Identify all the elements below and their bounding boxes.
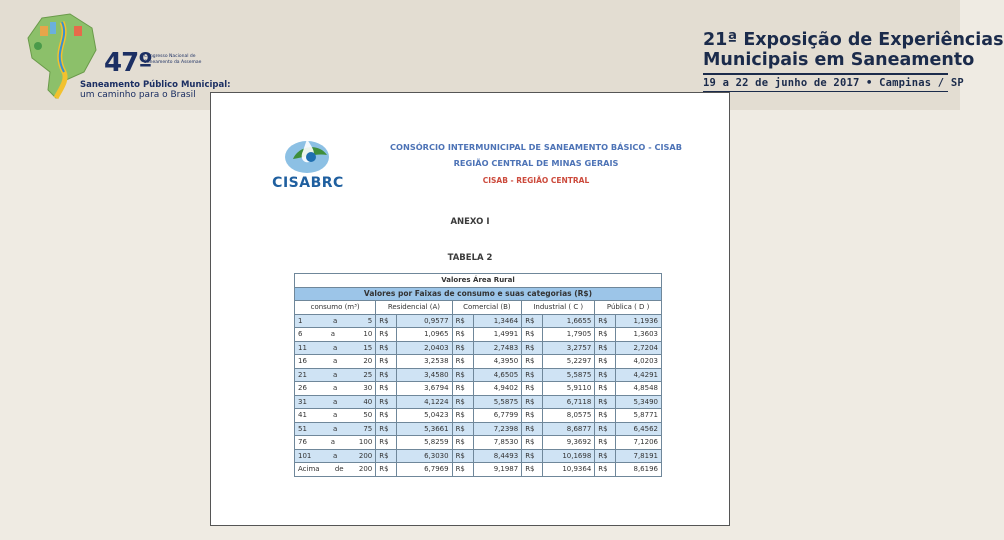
range-part: a	[330, 438, 336, 447]
currency-cell: R$	[376, 355, 397, 369]
congress-logo	[22, 10, 231, 102]
column-header: Pública ( D )	[595, 301, 662, 315]
currency-cell: R$	[452, 436, 473, 450]
tariff-value-cell: 9,3692	[543, 436, 595, 450]
consumption-range-cell	[295, 328, 376, 342]
currency-cell: R$	[376, 341, 397, 355]
table-subcaption: Valores por Faixas de consumo e suas categorias (R$)	[295, 287, 662, 301]
currency-cell: R$	[595, 436, 616, 450]
tariff-value-cell: 8,6196	[616, 463, 662, 477]
currency-cell: R$	[595, 409, 616, 423]
currency-cell: R$	[452, 449, 473, 463]
currency-cell: R$	[522, 341, 543, 355]
currency-cell: R$	[452, 409, 473, 423]
tariff-value-cell: 0,9577	[397, 314, 452, 328]
column-header: Industrial ( C )	[522, 301, 595, 315]
exposition-date-location: 19 a 22 de junho de 2017 • Campinas / SP	[703, 77, 964, 89]
range-part: 200	[358, 465, 373, 474]
consumption-range	[298, 398, 372, 406]
range-part: 5	[367, 316, 373, 325]
currency-cell: R$	[452, 355, 473, 369]
tariff-value-cell: 1,3464	[473, 314, 522, 328]
range-part: 1	[298, 316, 303, 325]
range-part: a	[332, 451, 338, 460]
currency-cell: R$	[376, 463, 397, 477]
heading-line: REGIÃO CENTRAL DE MINAS GERAIS	[453, 158, 619, 168]
currency-cell: R$	[452, 314, 473, 328]
consumption-range-cell	[295, 395, 376, 409]
table-row	[295, 422, 662, 436]
tariff-value-cell: 8,4493	[473, 449, 522, 463]
exposition-title-block	[703, 30, 1004, 92]
cisab-logo-text: CISABRC	[272, 175, 344, 191]
congress-number: 47º	[104, 48, 152, 78]
heading-line: CONSÓRCIO INTERMUNICIPAL DE SANEAMENTO BÁSICO - CISAB	[390, 142, 682, 152]
currency-cell: R$	[595, 355, 616, 369]
currency-cell: R$	[522, 382, 543, 396]
consumption-range	[298, 317, 372, 325]
tariff-value-cell: 8,6877	[543, 422, 595, 436]
tariff-value-cell: 2,7204	[616, 341, 662, 355]
table-row	[295, 328, 662, 342]
divider	[703, 91, 948, 92]
consumption-range	[298, 371, 372, 379]
table-body	[295, 314, 662, 476]
tariff-value-cell: 3,2757	[543, 341, 595, 355]
tariff-value-cell: 5,8259	[397, 436, 452, 450]
consumption-range	[298, 465, 372, 473]
tariff-value-cell: 6,7969	[397, 463, 452, 477]
range-part: 31	[298, 397, 307, 406]
currency-cell: R$	[595, 395, 616, 409]
range-part: 15	[363, 343, 373, 352]
range-part: 16	[298, 357, 307, 366]
range-part: a	[332, 411, 338, 420]
tariff-value-cell: 1,4991	[473, 328, 522, 342]
tariff-value-cell: 1,6655	[543, 314, 595, 328]
annex-label: ANEXO I	[450, 217, 490, 227]
range-part: 21	[298, 370, 307, 379]
currency-cell: R$	[595, 314, 616, 328]
consumption-range-cell	[295, 382, 376, 396]
range-part: a	[332, 316, 338, 325]
consumption-range	[298, 425, 372, 433]
currency-cell: R$	[522, 395, 543, 409]
currency-cell: R$	[595, 368, 616, 382]
range-part: 51	[298, 424, 307, 433]
currency-cell: R$	[376, 368, 397, 382]
range-part: 100	[358, 438, 373, 447]
consumption-range-cell	[295, 436, 376, 450]
heading-line: CISAB - REGIÃO CENTRAL	[482, 176, 590, 185]
tariff-value-cell: 4,3950	[473, 355, 522, 369]
range-part: 6	[298, 330, 303, 339]
range-part: de	[334, 465, 344, 474]
table-row	[295, 463, 662, 477]
tariff-value-cell: 3,2538	[397, 355, 452, 369]
currency-cell: R$	[522, 409, 543, 423]
column-header: consumo (m³)	[295, 301, 376, 315]
range-part: 75	[363, 424, 373, 433]
table-label: TABELA 2	[447, 253, 493, 263]
currency-cell: R$	[452, 395, 473, 409]
currency-cell: R$	[376, 314, 397, 328]
currency-cell: R$	[595, 328, 616, 342]
range-part: 30	[363, 384, 373, 393]
range-part: a	[332, 424, 338, 433]
exposition-title-line2: Municipais em Saneamento	[703, 50, 975, 70]
currency-cell: R$	[452, 368, 473, 382]
range-part: a	[332, 343, 338, 352]
currency-cell: R$	[452, 463, 473, 477]
tariff-value-cell: 6,4562	[616, 422, 662, 436]
currency-cell: R$	[376, 422, 397, 436]
cisab-logo	[267, 135, 349, 193]
tariff-value-cell: 4,1224	[397, 395, 452, 409]
table-caption: Valores Área Rural	[295, 274, 662, 288]
consumption-range	[298, 344, 372, 352]
range-part: 26	[298, 384, 307, 393]
tariff-value-cell: 7,8191	[616, 449, 662, 463]
tariff-value-cell: 5,8771	[616, 409, 662, 423]
document-heading	[371, 139, 701, 191]
currency-cell: R$	[522, 314, 543, 328]
consumption-range-cell	[295, 355, 376, 369]
currency-cell: R$	[452, 341, 473, 355]
tariff-table	[294, 273, 662, 477]
tariff-value-cell: 1,1936	[616, 314, 662, 328]
tariff-value-cell: 5,0423	[397, 409, 452, 423]
tariff-value-cell: 6,7118	[543, 395, 595, 409]
column-header: Residencial (A)	[376, 301, 452, 315]
tariff-value-cell: 5,5875	[473, 395, 522, 409]
tariff-value-cell: 2,0403	[397, 341, 452, 355]
consumption-range-cell	[295, 341, 376, 355]
currency-cell: R$	[522, 436, 543, 450]
congress-small-text	[144, 54, 204, 66]
range-part: 25	[363, 370, 373, 379]
congress-theme-line2: um caminho para o Brasil	[80, 90, 196, 100]
consumption-range	[298, 330, 372, 338]
currency-cell: R$	[595, 341, 616, 355]
currency-cell: R$	[376, 328, 397, 342]
tariff-value-cell: 10,1698	[543, 449, 595, 463]
tariff-value-cell: 3,6794	[397, 382, 452, 396]
consumption-range	[298, 411, 372, 419]
tariff-value-cell: 4,4291	[616, 368, 662, 382]
range-part: a	[332, 357, 338, 366]
consumption-range-cell	[295, 463, 376, 477]
congress-theme-line1: Saneamento Público Municipal:	[80, 80, 231, 90]
table-row	[295, 449, 662, 463]
scanned-document	[210, 92, 730, 526]
tariff-value-cell: 5,2297	[543, 355, 595, 369]
range-part: 76	[298, 438, 307, 447]
divider	[703, 73, 948, 75]
consumption-range-cell	[295, 409, 376, 423]
table-row	[295, 341, 662, 355]
table-row	[295, 436, 662, 450]
range-part: a	[330, 330, 336, 339]
tariff-value-cell: 5,3661	[397, 422, 452, 436]
currency-cell: R$	[522, 422, 543, 436]
consumption-range	[298, 384, 372, 392]
consumption-range-cell	[295, 314, 376, 328]
table-row	[295, 409, 662, 423]
range-part: a	[332, 397, 338, 406]
currency-cell: R$	[522, 355, 543, 369]
consumption-range	[298, 452, 372, 460]
currency-cell: R$	[595, 449, 616, 463]
currency-cell: R$	[452, 422, 473, 436]
tariff-value-cell: 1,7905	[543, 328, 595, 342]
consumption-range-cell	[295, 368, 376, 382]
tariff-value-cell: 6,3030	[397, 449, 452, 463]
tariff-value-cell: 2,7483	[473, 341, 522, 355]
range-part: Acima	[298, 465, 320, 474]
tariff-value-cell: 3,4580	[397, 368, 452, 382]
tariff-value-cell: 4,6505	[473, 368, 522, 382]
exposition-title-line1: 21ª Exposição de Experiências	[703, 30, 1004, 50]
range-part: 41	[298, 411, 307, 420]
tariff-value-cell: 10,9364	[543, 463, 595, 477]
tariff-value-cell: 5,5875	[543, 368, 595, 382]
consumption-range-cell	[295, 449, 376, 463]
consumption-range-cell	[295, 422, 376, 436]
table-row	[295, 382, 662, 396]
consumption-range	[298, 438, 372, 446]
tariff-value-cell: 6,7799	[473, 409, 522, 423]
tariff-value-cell: 9,1987	[473, 463, 522, 477]
table-row	[295, 314, 662, 328]
currency-cell: R$	[452, 328, 473, 342]
range-part: a	[332, 384, 338, 393]
range-part: 40	[363, 397, 373, 406]
tariff-value-cell: 4,9402	[473, 382, 522, 396]
currency-cell: R$	[595, 422, 616, 436]
currency-cell: R$	[376, 409, 397, 423]
tariff-value-cell: 4,8548	[616, 382, 662, 396]
tariff-value-cell: 1,3603	[616, 328, 662, 342]
currency-cell: R$	[522, 368, 543, 382]
currency-cell: R$	[376, 382, 397, 396]
currency-cell: R$	[595, 463, 616, 477]
congress-small-line: Congresso Nacional de	[144, 54, 196, 59]
range-part: 101	[298, 451, 312, 460]
table-row	[295, 368, 662, 382]
currency-cell: R$	[452, 382, 473, 396]
currency-cell: R$	[376, 436, 397, 450]
column-header: Comercial (B)	[452, 301, 522, 315]
tariff-value-cell: 7,1206	[616, 436, 662, 450]
congress-small-line: Saneamento da Assemae	[144, 60, 202, 65]
table-row	[295, 355, 662, 369]
currency-cell: R$	[522, 463, 543, 477]
range-part: 20	[363, 357, 373, 366]
currency-cell: R$	[595, 382, 616, 396]
tariff-value-cell: 5,3490	[616, 395, 662, 409]
tariff-value-cell: 7,2398	[473, 422, 522, 436]
table-row	[295, 395, 662, 409]
currency-cell: R$	[522, 449, 543, 463]
range-part: a	[332, 370, 338, 379]
tariff-value-cell: 5,9110	[543, 382, 595, 396]
consumption-range	[298, 357, 372, 365]
range-part: 11	[298, 343, 307, 352]
tariff-value-cell: 4,0203	[616, 355, 662, 369]
currency-cell: R$	[376, 449, 397, 463]
currency-cell: R$	[522, 328, 543, 342]
currency-cell: R$	[376, 395, 397, 409]
tariff-value-cell: 8,0575	[543, 409, 595, 423]
range-part: 50	[363, 411, 373, 420]
range-part: 200	[358, 451, 373, 460]
tariff-value-cell: 7,8530	[473, 436, 522, 450]
water-drop-leaf-icon	[267, 135, 349, 175]
range-part: 10	[363, 330, 373, 339]
tariff-value-cell: 1,0965	[397, 328, 452, 342]
